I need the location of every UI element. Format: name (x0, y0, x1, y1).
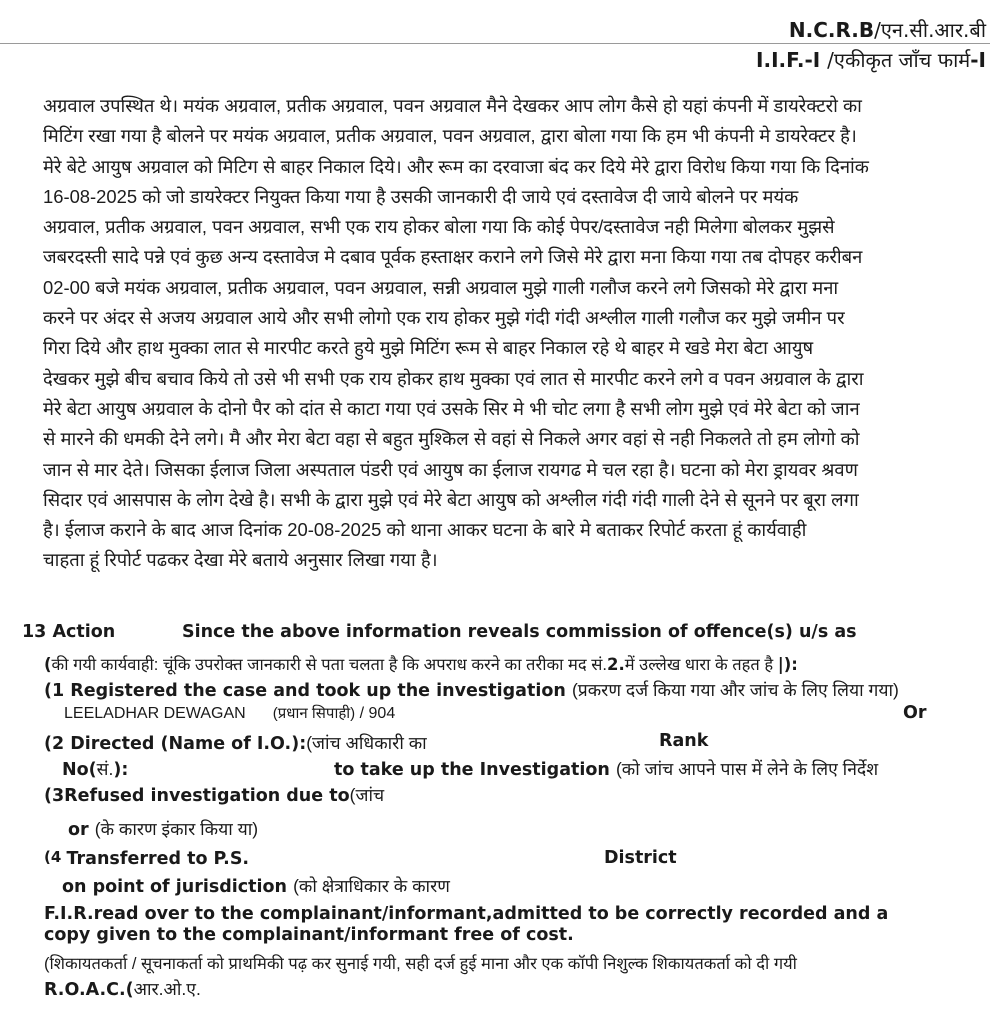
fir-read-line1: F.I.R.read over to the complainant/informant,admitted to be correctly recorded and a (44, 904, 889, 924)
item4-district-label: District (604, 848, 677, 868)
item2-no-label: No( (62, 760, 97, 780)
item1-registered (44, 678, 899, 702)
roac-en: R.O.A.C.( (44, 980, 134, 1000)
item1-hindi: (प्रकरण दर्ज किया गया और जांच के लिए लिया गया) (571, 680, 899, 700)
narrative-line: मेरे बेटे आयुष अग्रवाल को मिटिग से बाहर निकाल दिये। और रूम का दरवाजा बंद कर दिये मेरे द्वारा विरोध किया गया कि दिनांक (43, 155, 869, 177)
narrative-line: गिरा दिये और हाथ मुक्का लात से मारपीट करते हुये मुझे मिटिंग रूम से बाहर निकाल रहे थे बाहर मे खडे मेरा बेटा आयुष (43, 337, 814, 359)
officer-number: / 904 (355, 705, 396, 722)
item3-hindi: (जांच (349, 785, 385, 805)
narrative-line: है। ईलाज कराने के बाद आज दिनांक 20-08-2025 को थाना आकर घटना के बारे मे बताकर रिपोर्ट करता हूं कार्यवाही (43, 519, 807, 541)
officer-name: LEELADHAR DEWAGAN (64, 705, 246, 722)
item2-no-suffix: ): (113, 760, 129, 780)
action-hindi-text: की गयी कार्यवाही: चूंकि उपरोक्त जानकारी से पता चलता है कि अपराध करने का तरीका मद सं. (51, 656, 607, 674)
roac-hi: आर.ओ.ए. (133, 979, 201, 999)
narrative-line: जबरदस्ती सादे पन्ने एवं कुछ अन्य दस्तावेज मे दबाव पूर्वक हस्ताक्षर कराने लगे जिसे मेरे द्वारा मना किया गया तब दोपहर करीबन (43, 246, 863, 268)
narrative-line: अग्रवाल उपस्थित थे। मयंक अग्रवाल, प्रतीक अग्रवाल, पवन अग्रवाल मैने देखकर आप लोग कैसे हो यहां कंपनी में डायरेक्टरो का (43, 95, 862, 116)
complaint-narrative (43, 91, 993, 576)
narrative-line: मेरे बेटा आयुष अग्रवाल के दोनो पैर को दांत से काटा गया एवं उसके सिर मे भी चोट लगा है सभी लोग मुझे एवं मेरे बेटा को जान (43, 397, 860, 419)
item4-jurisdiction-hindi: (को क्षेत्राधिकार के कारण (293, 876, 450, 896)
narrative-line: 02-00 बजे मयंक अग्रवाल, प्रतीक अग्रवाल, पवन अग्रवाल, सन्नी अग्रवाल मुझे गाली गलौज करने लगे जिसको मेरे द्वारा मना (43, 276, 839, 298)
action-label: 13 Action (22, 622, 116, 642)
item4-label: Transferred to P.S. (66, 849, 250, 869)
header-rule (0, 43, 990, 44)
item2-directed (44, 731, 427, 755)
header-iif (756, 46, 986, 73)
header-iif-suffix: -I (970, 48, 986, 72)
item2-no (62, 757, 128, 781)
item2-no-hindi: सं. (96, 759, 114, 779)
header-iif-hi: /एकीकृत जाँच फार्म (827, 48, 971, 72)
item4-transferred (44, 848, 249, 869)
fir-read-hindi: (शिकायतकर्ता / सूचनाकर्ता को प्राथमिकी पढ़ कर सुनाई गयी, सही दर्ज हुई माना और एक कॉपी निशुल्क शिकायतकर्ता को दी गयी (44, 955, 797, 973)
item4-jurisdiction-label: on point of jurisdiction (62, 877, 294, 897)
item3-or-hindi: (के कारण इंकार किया या) (94, 819, 259, 839)
action-hindi-line (44, 652, 798, 675)
item2-take-up (334, 757, 878, 781)
narrative-line: सिदार एवं आसपास के लोग देखे है। सभी के द्वारा मुझे एवं मेरे बेटा आयुष को अश्लील गंदी गंदी गाली देने से सूनने पर बूरा लगा (43, 488, 859, 510)
action-hindi-paren: ( (44, 655, 52, 674)
item2-rank-label: Rank (659, 731, 709, 751)
item3-label: (3Refused investigation due to (44, 786, 350, 806)
item1-or: Or (903, 703, 927, 723)
narrative-line: मिटिंग रखा गया है बोलने पर मयंक अग्रवाल, प्रतीक अग्रवाल, पवन अग्रवाल, द्वारा बोला गया कि हम भी कंपनी मे डायरेक्टर है। (43, 125, 857, 147)
narrative-line: से मारने की धमकी देने लगे। मै और मेरा बेटा वहा से बहुत मुश्किल से वहां से निकले अगर वहां से नही निकलते तो हम लोगो को (43, 428, 860, 450)
action-hindi-num: 2. (606, 655, 625, 674)
narrative-line: जान से मार देते। जिसका ईलाज जिला अस्पताल पंडरी एवं आयुष का ईलाज रायगढ मे चल रहा है। घटना को मेरा ड्रायवर श्रवण (43, 458, 858, 480)
narrative-line: अग्रवाल, प्रतीक अग्रवाल, पवन अग्रवाल, सभी एक राय होकर बोला गया कि कोई पेपर/दस्तावेज नही मिलेगा बोलकर मुझसे (43, 216, 835, 238)
item2-take-up-hindi: (को जांच आपने पास में लेने के लिए निर्देश (615, 759, 879, 779)
item2-hindi: (जांच अधिकारी का (306, 733, 427, 753)
header-ncrb (789, 16, 986, 43)
header-iif-en: I.I.F.-I (756, 48, 828, 72)
narrative-line: करने पर अंदर से अजय अग्रवाल आये और सभी लोगो एक राय होकर मुझे गंदी गंदी अश्लील गाली गलौज कर मुझे जमीन पर (43, 307, 845, 329)
roac (44, 977, 201, 1001)
narrative-line: 16-08-2025 को जो डायरेक्टर नियुक्त किया गया है उसकी जानकारी दी जाये एवं दस्तावेज दी जाये बोलने पर मयंक (43, 185, 799, 207)
item4-num: (4 (44, 848, 67, 866)
item2-take-up-label: to take up the Investigation (334, 760, 616, 780)
item3-or-label: or (68, 820, 95, 840)
item3-or (68, 817, 258, 841)
item3-refused (44, 783, 384, 807)
action-heading: Since the above information reveals commission of offence(s) u/s as (182, 622, 857, 642)
action-hindi-rest: में उल्लेख धारा के तहत है (624, 656, 778, 674)
item2-label: (2 Directed (Name of I.O.): (44, 734, 307, 754)
item4-jurisdiction (62, 874, 450, 898)
header-ncrb-en: N.C.R.B (788, 18, 875, 42)
fir-read-line2: copy given to the complainant/informant free of cost. (44, 925, 574, 945)
item1-label: (1 Registered the case and took up the investigation (44, 681, 572, 701)
officer-rank: (प्रधान सिपाही) (272, 705, 356, 722)
header-ncrb-hi: /एन.सी.आर.बी (874, 18, 986, 42)
item1-officer (64, 703, 395, 723)
action-hindi-end: |): (777, 655, 798, 674)
narrative-line: चाहता हूं रिपोर्ट पढकर देखा मेरे बताये अनुसार लिखा गया है। (43, 549, 438, 571)
narrative-line: देखकर मुझे बीच बचाव किये तो उसे भी सभी एक राय होकर हाथ मुक्का एवं लात से मारपीट करने लगे व पवन अग्रवाल के द्वारा (43, 367, 864, 389)
